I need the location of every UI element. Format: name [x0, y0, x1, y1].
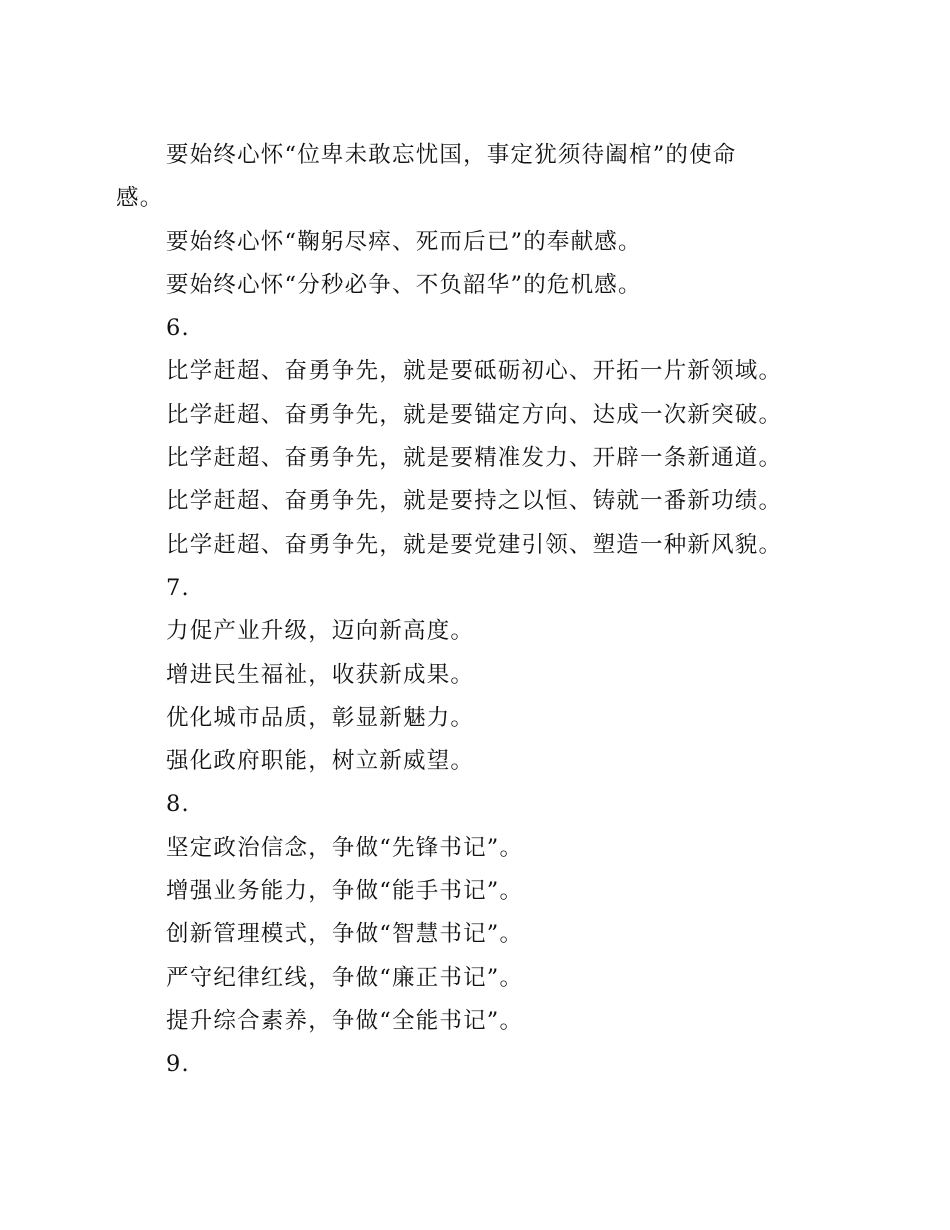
- paragraph-line: 比学赶超、奋勇争先，就是要精准发力、开辟一条新通道。: [166, 445, 783, 472]
- paragraph-line: 比学赶超、奋勇争先，就是要党建引领、塑造一种新风貌。: [166, 531, 783, 558]
- paragraph-line: 强化政府职能，树立新威望。: [166, 748, 475, 775]
- paragraph-line: 比学赶超、奋勇争先，就是要砥砺初心、开拓一片新领域。: [166, 358, 783, 385]
- section-number: 8.: [166, 791, 190, 818]
- paragraph-line: 严守纪律红线，争做“廉正书记”。: [166, 964, 524, 991]
- document-body: [116, 134, 808, 1087]
- paragraph-line: 增进民生福祉，收获新成果。: [166, 661, 475, 688]
- paragraph-line: 坚定政治信念，争做“先锋书记”。: [166, 834, 524, 861]
- paragraph-line: 要始终心怀“位卑未敢忘忧国，事定犹须待阖棺”的使命: [166, 142, 737, 168]
- paragraph-line: 优化城市品质，彰显新魅力。: [166, 704, 475, 731]
- paragraph-continuation: 感。: [116, 185, 164, 212]
- paragraph-line: 增强业务能力，争做“能手书记”。: [166, 878, 524, 905]
- section-number: 9.: [166, 1051, 190, 1078]
- paragraph-line: 要始终心怀“分秒必争、不负韶华”的危机感。: [166, 271, 642, 298]
- section-number: 7.: [166, 574, 190, 601]
- paragraph-line: 比学赶超、奋勇争先，就是要持之以恒、铸就一番新功绩。: [166, 488, 783, 515]
- paragraph-line: 要始终心怀“鞠躬尽瘁、死而后已”的奉献感。: [166, 228, 642, 255]
- paragraph-line: 创新管理模式，争做“智慧书记”。: [166, 921, 524, 948]
- section-number: 6.: [166, 315, 190, 342]
- paragraph-line: 力促产业升级，迈向新高度。: [166, 618, 475, 645]
- paragraph-line: 比学赶超、奋勇争先，就是要锚定方向、达成一次新突破。: [166, 401, 783, 428]
- paragraph-line: 提升综合素养，争做“全能书记”。: [166, 1007, 524, 1034]
